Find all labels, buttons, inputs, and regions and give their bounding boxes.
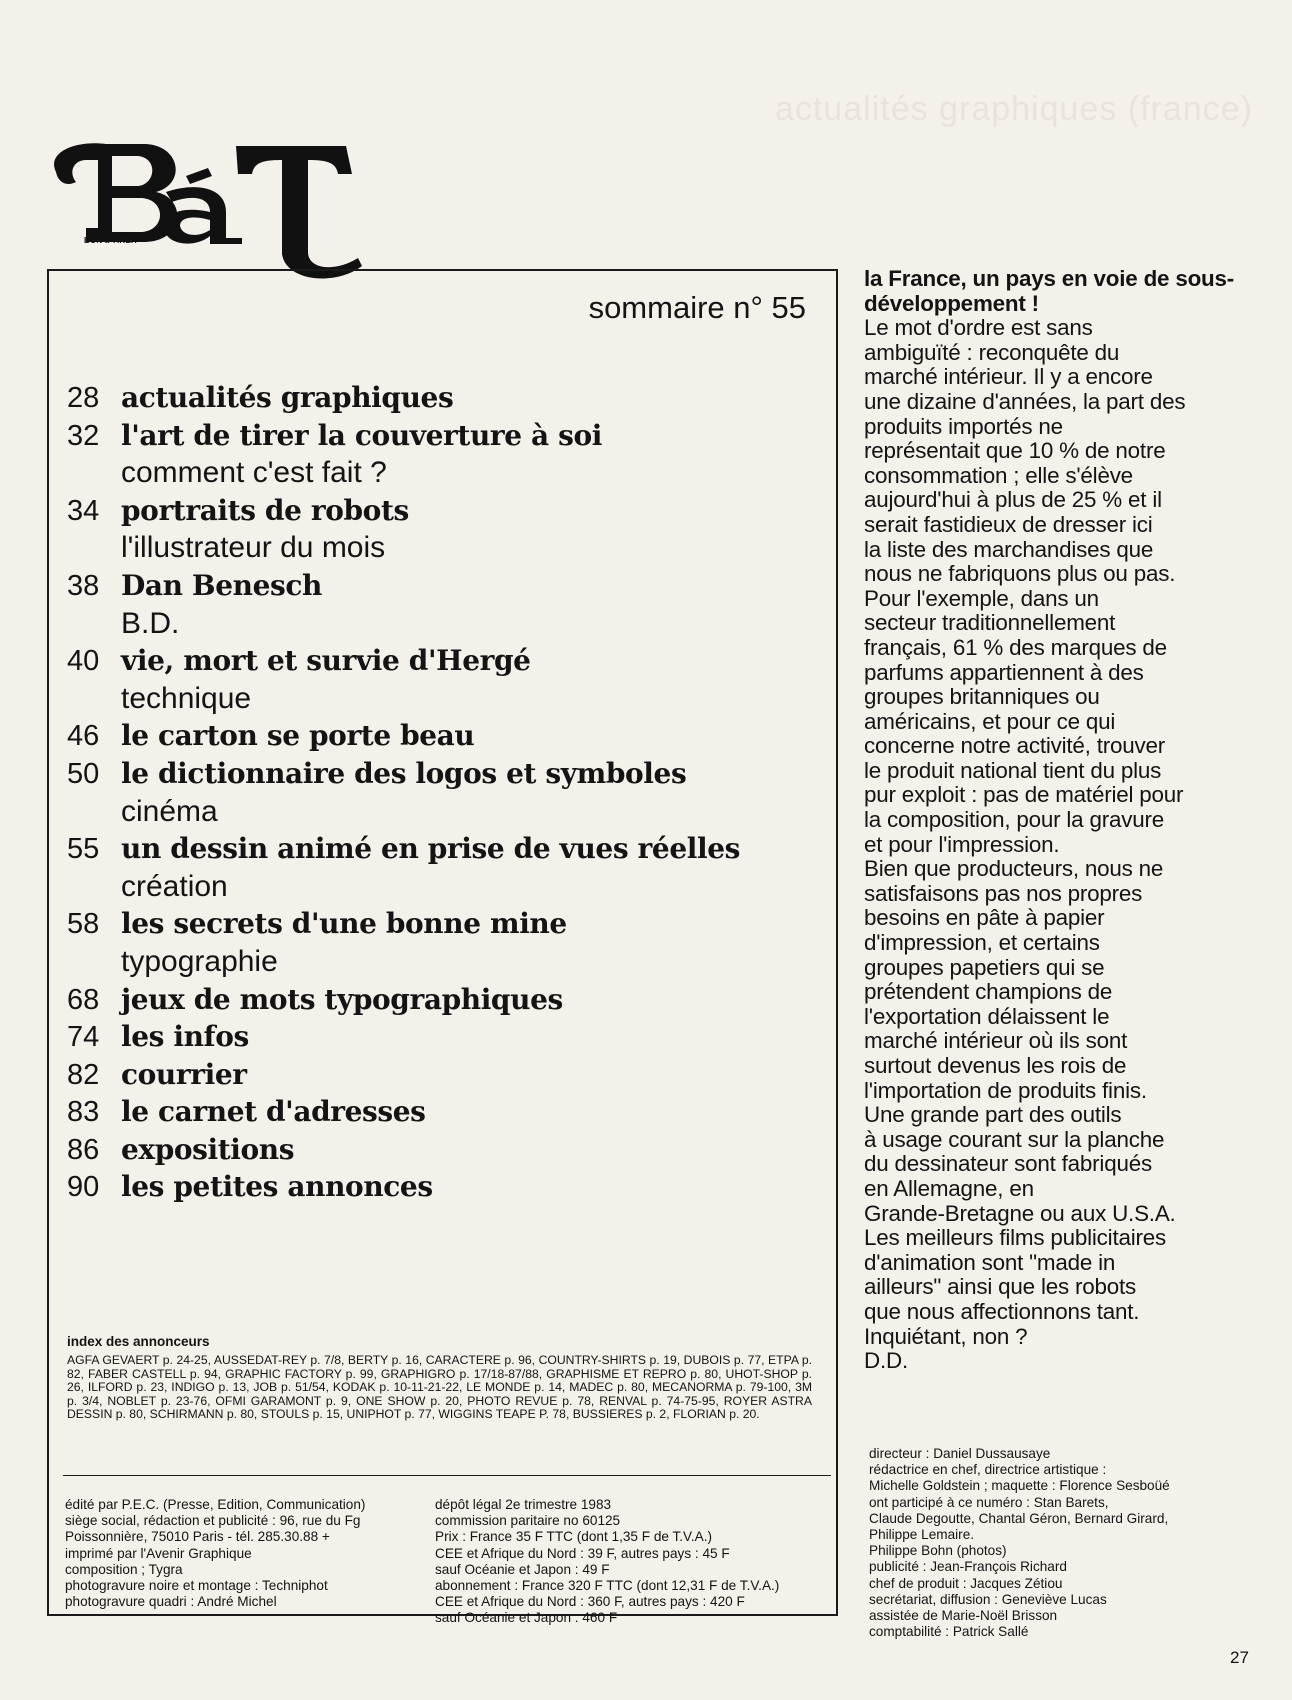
toc-category — [67, 793, 827, 831]
editorial-line: à usage courant sur la planche — [864, 1126, 1165, 1152]
credit-line: rédactrice en chef, directrice artistique : — [869, 1462, 1107, 1478]
page-number: 27 — [1230, 1648, 1249, 1667]
credit-line: Philippe Bohn (photos) — [869, 1543, 1007, 1559]
toc-article-title: le dictionnaire des logos et symboles — [121, 756, 687, 790]
toc-entry — [67, 642, 827, 680]
advertiser-index-title: index des annonceurs — [67, 1334, 210, 1349]
toc-page-number: 38 — [67, 569, 100, 602]
toc-entry — [67, 417, 827, 455]
toc-category-label: B.D. — [121, 606, 180, 640]
toc-entry — [67, 1018, 827, 1056]
editorial-line: représentait que 10 % de notre — [864, 438, 1166, 464]
toc-category — [67, 529, 827, 567]
advertiser-index-body: AGFA GEVAERT p. 24-25, AUSSEDAT-REY p. 7/8, BERTY p. 16, CARACTERE p. 96, COUNTRY-SHIRTS p. 19, DUBOIS p. 77, ETPA p. 82, FABER CASTELL p. 94, GRAPHIC FACTORY p. 99, GRAPHIGRO p. 17/18-87/88, GRAPHISME ET REPRO p. 80, UHOT-SHOP p. 26, ILFORD p. 23, INDIGO p. 13, JOB p. 51/54, KODAK p. 10-11-21-22, LE MONDE p. 14, MADEC p. 80, MECANORMA p. 79-100, 3M p. 3/4, NOBLET p. 23-76, OFMI GARAMONT p. 9, ONE SHOW p. 20, PHOTO REVUE p. 78, RENVAL p. 74-75-95, ROYER ASTRA DESSIN p. 80, SCHIRMANN p. 80, STOULS p. 15, UNIPHOT p. 77, WIGGINS TEAPE P. 78, BUSSIERES p. 2, FLORIAN p. 20. — [67, 1353, 812, 1422]
toc-page-number: 90 — [67, 1171, 100, 1204]
staff-credits — [869, 1446, 1269, 1640]
editorial-line: groupes britanniques ou — [864, 684, 1100, 710]
editorial-line: marché intérieur. Il y a encore — [864, 364, 1153, 390]
toc-page-number: 40 — [67, 645, 100, 678]
toc-category — [67, 868, 827, 906]
publisher-info — [65, 1497, 435, 1610]
legal-line: commission paritaire no 60125 — [435, 1513, 621, 1529]
legal-line: dépôt légal 2e trimestre 1983 — [435, 1497, 612, 1512]
toc-page-number: 74 — [67, 1021, 100, 1054]
editorial-line: d'animation sont "made in — [864, 1249, 1116, 1275]
toc-article-title: Dan Benesch — [121, 568, 322, 602]
editorial-line: satisfaisons pas nos propres — [864, 880, 1143, 906]
credit-line: Claude Degoutte, Chantal Géron, Bernard Girard, — [869, 1510, 1169, 1526]
editorial-line: Grande-Bretagne ou aux U.S.A. — [864, 1200, 1176, 1226]
editorial-line: besoins en pâte à papier — [864, 905, 1105, 931]
publisher-line: siège social, rédaction et publicité : 96, rue du Fg — [65, 1513, 361, 1529]
editorial-line: que nous affectionnons tant. — [864, 1298, 1140, 1324]
toc-page-number: 28 — [67, 382, 100, 414]
editorial-line: en Allemagne, en — [864, 1175, 1034, 1201]
toc-article-title: jeux de mots typographiques — [121, 982, 563, 1016]
toc-entry — [67, 1056, 827, 1094]
divider — [63, 1475, 831, 1476]
editorial-line: consommation ; elle s'élève — [864, 462, 1133, 488]
toc-article-title: portraits de robots — [121, 493, 409, 527]
toc-article-title: le carnet d'adresses — [121, 1095, 426, 1129]
publisher-line: photogravure noire et montage : Techniphot — [65, 1578, 328, 1594]
editorial-line: marché intérieur où ils sont — [864, 1028, 1128, 1054]
editorial-line: une dizaine d'années, la part des — [864, 388, 1186, 414]
editorial-line: Les meilleurs films publicitaires — [864, 1225, 1166, 1251]
editorial-body — [864, 316, 1269, 1374]
credit-line: comptabilité : Patrick Sallé — [869, 1624, 1029, 1640]
toc-category — [67, 943, 827, 981]
credit-line: assistée de Marie-Noël Brisson — [869, 1608, 1058, 1624]
editorial-line: et pour l'impression. — [864, 831, 1060, 857]
credit-line: publicité : Jean-François Richard — [869, 1559, 1067, 1575]
toc-category-label: comment c'est fait ? — [121, 456, 387, 490]
bat-logo — [46, 132, 376, 282]
editorial-headline: la France, un pays en voie de sous-développement ! — [864, 266, 1235, 316]
editorial-line: groupes papetiers qui se — [864, 954, 1105, 980]
publisher-line: Poissonnière, 75010 Paris - tél. 285.30.88 + — [65, 1529, 330, 1545]
toc-page-number: 86 — [67, 1133, 100, 1166]
credit-line: secrétariat, diffusion : Geneviève Lucas — [869, 1591, 1107, 1607]
toc-entry — [67, 567, 827, 605]
toc-article-title: courrier — [121, 1057, 247, 1091]
editorial-line: Bien que producteurs, nous ne — [864, 856, 1164, 882]
toc-category-label: typographie — [121, 944, 278, 978]
toc-category-label: technique — [121, 681, 252, 715]
editorial-line: serait fastidieux de dresser ici — [864, 511, 1153, 537]
publisher-line: édité par P.E.C. (Presse, Edition, Communication) — [65, 1497, 366, 1512]
editorial-line: le produit national tient du plus — [864, 757, 1162, 783]
toc-entry — [67, 755, 827, 793]
toc-entry — [67, 830, 827, 868]
toc-entry — [67, 379, 827, 417]
legal-and-pricing — [435, 1497, 835, 1627]
editorial-line: d'impression, et certains — [864, 930, 1100, 956]
editorial-line: américains, et pour ce qui — [864, 708, 1116, 734]
legal-line: CEE et Afrique du Nord : 39 F, autres pays : 45 F — [435, 1545, 730, 1561]
editorial-line: Une grande part des outils — [864, 1102, 1122, 1128]
publisher-line: photogravure quadri : André Michel — [65, 1594, 277, 1610]
contents-panel — [47, 269, 838, 1626]
editorial-line: du dessinateur sont fabriqués — [864, 1151, 1152, 1177]
legal-line: Prix : France 35 F TTC (dont 1,35 F de T.V.A.) — [435, 1529, 713, 1545]
legal-line: CEE et Afrique du Nord : 360 F, autres pays : 420 F — [435, 1594, 745, 1610]
toc-article-title: les infos — [121, 1020, 249, 1054]
editorial-line: Inquiétant, non ? — [864, 1323, 1028, 1349]
editorial-line: surtout devenus les rois de — [864, 1053, 1127, 1078]
toc-category-label: création — [121, 869, 228, 903]
editorial-line: D.D. — [864, 1348, 908, 1374]
editorial-line: nous ne fabriquons plus ou pas. — [864, 561, 1176, 587]
table-of-contents — [67, 379, 827, 1206]
toc-category-label: l'illustrateur du mois — [121, 531, 386, 565]
background-ghost-text: actualités graphiques (france) — [775, 90, 1253, 128]
toc-article-title: un dessin animé en prise de vues réelles — [121, 832, 740, 866]
editorial-line: aujourd'hui à plus de 25 % et il — [864, 487, 1162, 513]
toc-page-number: 58 — [67, 908, 100, 941]
issue-label: sommaire n° 55 — [588, 290, 806, 325]
legal-line: abonnement : France 320 F TTC (dont 12,31 F de T.V.A.) — [435, 1578, 780, 1594]
toc-entry — [67, 981, 827, 1019]
editorial-line: ailleurs" ainsi que les robots — [864, 1274, 1137, 1300]
credit-line: Michelle Goldstein ; maquette : Florence Sesboüé — [869, 1478, 1170, 1494]
toc-page-number: 83 — [67, 1096, 100, 1129]
toc-article-title: l'art de tirer la couverture à soi — [121, 418, 602, 452]
credit-line: ont participé à ce numéro : Stan Barets, — [869, 1494, 1109, 1510]
editorial-line: la composition, pour la gravure — [864, 807, 1164, 833]
editorial-line: parfums appartiennent à des — [864, 659, 1144, 685]
credit-line: directeur : Daniel Dussausaye — [869, 1446, 1051, 1461]
toc-entry — [67, 492, 827, 530]
editorial-line: secteur traditionnellement — [864, 610, 1116, 636]
toc-page-number: 34 — [67, 494, 100, 527]
credit-line: chef de produit : Jacques Zétiou — [869, 1575, 1063, 1591]
toc-page-number: 46 — [67, 720, 100, 753]
toc-article-title: les secrets d'une bonne mine — [121, 907, 567, 941]
toc-page-number: 32 — [67, 419, 100, 452]
toc-entry — [67, 1093, 827, 1131]
editorial-line: la liste des marchandises que — [864, 536, 1154, 562]
toc-article-title: actualités graphiques — [121, 381, 454, 414]
publisher-line: composition ; Tygra — [65, 1561, 183, 1577]
toc-entry — [67, 905, 827, 943]
editorial-line: français, 61 % des marques de — [864, 634, 1167, 660]
toc-page-number: 82 — [67, 1058, 100, 1091]
toc-category — [67, 605, 827, 643]
editorial-line: l'importation de produits finis. — [864, 1077, 1147, 1103]
toc-article-title: le carton se porte beau — [121, 719, 475, 753]
toc-page-number: 55 — [67, 833, 100, 866]
legal-line: sauf Océanie et Japon : 49 F — [435, 1561, 610, 1577]
editorial-line: Le mot d'ordre est sans — [864, 315, 1093, 341]
toc-category-label: cinéma — [121, 794, 218, 828]
toc-entry — [67, 1168, 827, 1206]
toc-category — [67, 454, 827, 492]
editorial-line: l'exportation délaissent le — [864, 1003, 1110, 1029]
editorial-line: prétendent champions de — [864, 979, 1113, 1005]
credit-line: Philippe Lemaire. — [869, 1527, 975, 1543]
toc-article-title: vie, mort et survie d'Hergé — [121, 644, 531, 678]
publisher-line: imprimé par l'Avenir Graphique — [65, 1545, 252, 1561]
editorial-line: ambiguïté : reconquête du — [864, 339, 1120, 365]
toc-article-title: les petites annonces — [121, 1170, 433, 1204]
toc-article-title: expositions — [121, 1132, 295, 1166]
editorial-line: concerne notre activité, trouver — [864, 733, 1166, 759]
toc-entry — [67, 717, 827, 755]
toc-page-number: 68 — [67, 983, 100, 1016]
toc-page-number: 50 — [67, 757, 100, 790]
editorial — [864, 267, 1269, 1374]
toc-category — [67, 680, 827, 718]
logo-tagline: BON à TIRER — [84, 236, 137, 245]
editorial-line: pur exploit : pas de matériel pour — [864, 782, 1184, 808]
editorial-line: Pour l'exemple, dans un — [864, 585, 1099, 611]
editorial-line: produits importés ne — [864, 413, 1063, 439]
legal-line: sauf Océanie et Japon : 460 F — [435, 1610, 618, 1626]
toc-entry — [67, 1131, 827, 1169]
